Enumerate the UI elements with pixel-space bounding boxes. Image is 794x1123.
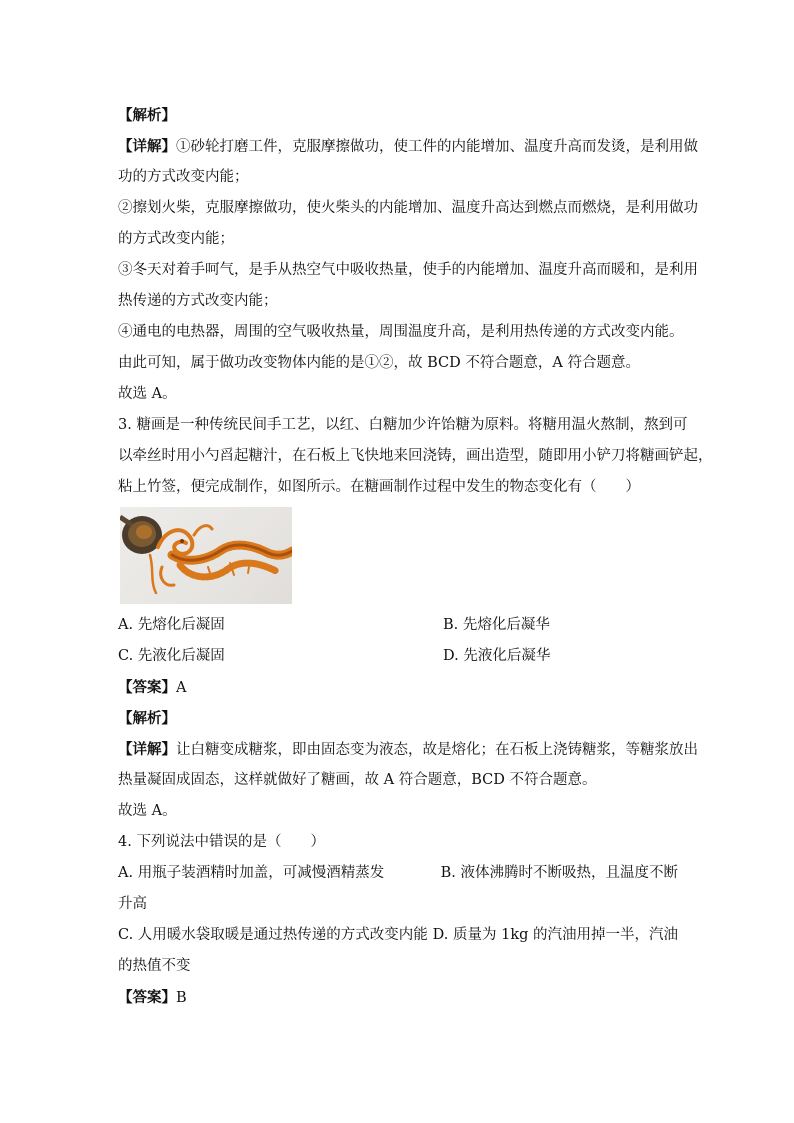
- question-3-choose: 故选 A。: [118, 803, 177, 819]
- detail-tag: 【详解】: [118, 138, 176, 155]
- question-4-stem: 4. 下列说法中错误的是（ ）: [118, 834, 325, 850]
- detail-paragraph-line: ②擦划火柴，克服摩擦做功，使火柴头的内能增加、温度升高达到燃点而燃烧，是利用做功: [118, 200, 698, 216]
- analysis-heading: 【解析】: [118, 107, 176, 124]
- option-d-continued: 的热值不变: [118, 958, 191, 974]
- detail-paragraph-line: 功的方式改变内能；: [118, 169, 249, 185]
- question-4-answer: 【答案】B: [118, 989, 187, 1006]
- question-4-options-row: [118, 858, 678, 889]
- detail-paragraph-line: 的方式改变内能；: [118, 231, 234, 247]
- option-b: B. 液体沸腾时不断吸热，且温度不断: [440, 865, 678, 881]
- question-4-options-row: [118, 920, 678, 951]
- choose-answer: 故选 A。: [118, 386, 177, 402]
- detail-paragraph-line: 【详解】①砂轮打磨工件，克服摩擦做功，使工件的内能增加、温度升高而发烫，是利用做: [118, 138, 698, 155]
- question-3-detail-line: 热量凝固成固态，这样就做好了糖画，故 A 符合题意，BCD 不符合题意。: [118, 772, 597, 788]
- detail-paragraph-line: ④通电的电热器，周围的空气吸收热量，周围温度升高，是利用热传递的方式改变内能。: [118, 324, 684, 340]
- question-3-stem: 粘上竹签，便完成制作，如图所示。在糖画制作过程中发生的物态变化有（ ）: [118, 479, 640, 495]
- option-b-continued: 升高: [118, 896, 147, 912]
- question-3-stem: 以牵丝时用小勺舀起糖汁，在石板上飞快地来回浇铸，画出造型，随即用小铲刀将糖画铲起，: [118, 448, 713, 464]
- option-d: D. 质量为 1kg 的汽油用掉一半，汽油: [432, 927, 678, 943]
- detail-conclusion: 由此可知，属于做功改变物体内能的是①②，故 BCD 不符合题意，A 符合题意。: [118, 355, 640, 371]
- question-3-analysis-heading: 【解析】: [118, 710, 176, 727]
- option-a: A. 用瓶子装酒精时加盖，可减慢酒精蒸发: [118, 865, 385, 881]
- question-3-options-row: [118, 610, 678, 641]
- question-3-stem: 3. 糖画是一种传统民间手工艺，以红、白糖加少许饴糖为原料。将糖用温火熬制，熬到可: [118, 417, 688, 433]
- document-page: [118, 100, 713, 1013]
- sugar-dragon-illustration: [120, 507, 292, 604]
- question-3-answer: 【答案】A: [118, 679, 187, 696]
- detail-paragraph-line: ③冬天对着手呵气，是手从热空气中吸收热量，使手的内能增加、温度升高而暖和，是利用: [118, 262, 698, 278]
- detail-paragraph-line: 热传递的方式改变内能；: [118, 293, 278, 309]
- sugar-painting-photo: [120, 507, 292, 604]
- question-3-detail-line: 【详解】让白糖变成糖浆，即由固态变为液态，故是熔化；在石板上浇铸糖浆，等糖浆放出: [118, 741, 698, 758]
- option-c: C. 人用暖水袋取暖是通过热传递的方式改变内能: [118, 927, 428, 943]
- option-c: C. 先液化后凝固: [118, 648, 225, 664]
- option-a: A. 先熔化后凝固: [118, 617, 225, 633]
- question-3-options-row: [118, 641, 678, 672]
- option-d: D. 先液化后凝华: [443, 648, 551, 664]
- option-b: B. 先熔化后凝华: [443, 617, 550, 633]
